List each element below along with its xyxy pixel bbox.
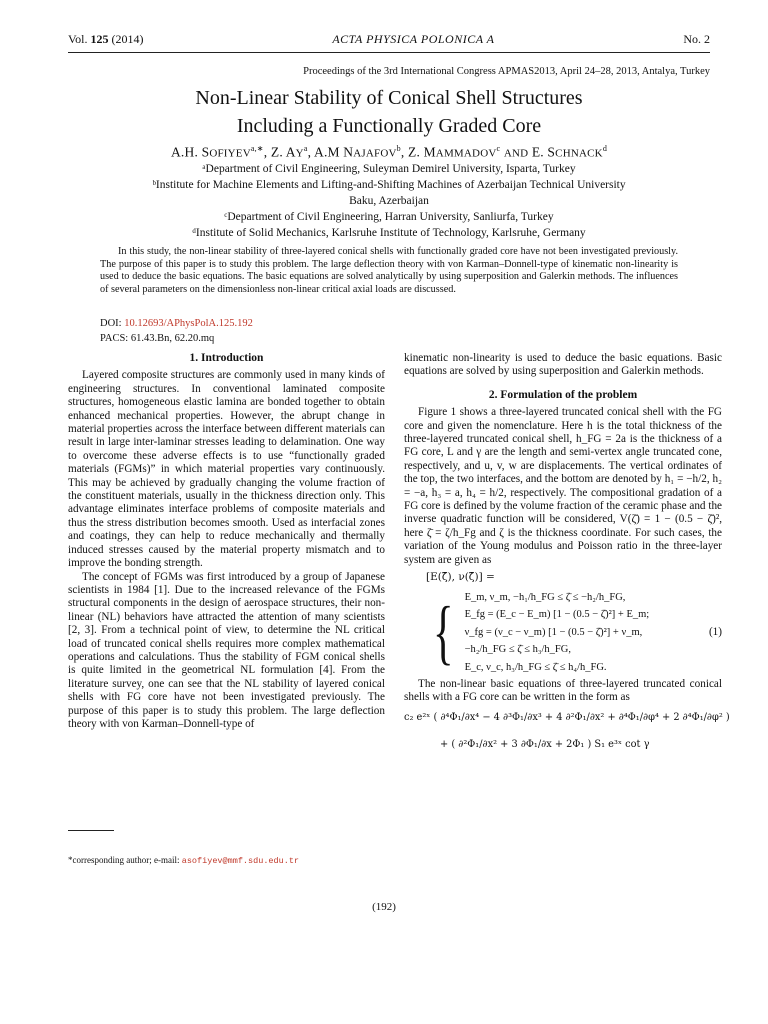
proceedings-line: Proceedings of the 3rd International Congress APMAS2013, April 24–28, 2013, Antalya, Turkey xyxy=(303,66,710,77)
affiliation-c: ᶜDepartment of Civil Engineering, Harran University, Sanliurfa, Turkey xyxy=(224,211,554,223)
equation-brace: { xyxy=(432,592,454,673)
affiliation-d: ᵈInstitute of Solid Mechanics, Karlsruhe Institute of Technology, Karlsruhe, Germany xyxy=(192,227,586,239)
paper-title xyxy=(68,84,710,140)
continued-paragraph: kinematic non-linearity is used to deduce the basic equations. Basic equations are solved by using superposition and Galerkin methods. xyxy=(404,352,722,378)
equation-number: (1) xyxy=(708,625,722,638)
author-list: A.H. $SOFIYEV^{a,∗}$, Z. $AY^a$, A.M NAJAFOV$^b$, Z. MAMMADOV$^c$ AND E. SCHNACK$^d$ xyxy=(170,144,608,160)
author-email[interactable]: asofiyev@mmf.sdu.edu.tr xyxy=(181,856,300,866)
section-2-title: 2. Formulation of the problem xyxy=(488,388,638,401)
equation-2-line-1: c₂ e²ˣ ( ∂⁴Φ₁/∂x⁴ − 4 ∂³Φ₁/∂x³ + 4 ∂²Φ₁/∂x² + ∂⁴Φ₁/∂φ⁴ + 2 ∂⁴Φ₁/∂φ² ) xyxy=(404,711,730,723)
journal-name: ACTA PHYSICA POLONICA A xyxy=(332,32,495,46)
formulation-paragraph-2: The non-linear basic equations of three-layered truncated conical shells with a FG core can be written in the form as xyxy=(404,678,722,704)
affiliation-b-city: Baku, Azerbaijan xyxy=(349,195,429,207)
issue-number: No. 2 xyxy=(683,32,710,46)
case-5: E_c, ν_c, h₃/h_FG ≤ ζ̄ ≤ h₄/h_FG. xyxy=(464,661,607,673)
pacs-line: PACS: 61.43.Bn, 62.20.mq xyxy=(100,333,215,344)
formulation-paragraph-1: Figure 1 shows a three-layered truncated conical shell with the FG core and given the nomenclature. Here h is the total thickness of the three-layered truncated conical shell, h_FG = 2a is the thickness of a FG core, L and γ are the length and semi-vertex angle truncated cone, respectively, and u, v, w are displacements. The vertical ordinates of the top, the two interfaces, and the bottom are denoted by h₁ = −h/2, h₂ = −a, h₃ = a, h₄ = h/2, respectively. The compositional gradation of a FG core is defined by the volume fraction of the ceramic phase and the inverse quadratic function will be considered, V(ζ̄) = 1 − (0.5 − ζ̄)², here ζ̄ = ζ/h_Fg and ζ is the thickness coordinate. For such cases, the variation of the Young modulus and Poisson ratio in the three-layer system are given as xyxy=(404,406,722,566)
equation-cases xyxy=(465,589,650,677)
affiliation-b: ᵇInstitute for Machine Elements and Lifting-and-Shifting Machines of Azerbaijan Technical University xyxy=(152,179,626,191)
case-4: −h₂/h_FG ≤ ζ̄ ≤ h₃/h_FG, xyxy=(464,644,571,655)
footnote: *corresponding author; e-mail: asofiyev@mmf.sdu.edu.tr xyxy=(68,855,300,866)
case-1: E_m, ν_m, −h₁/h_FG ≤ ζ̄ ≤ −h₂/h_FG, xyxy=(464,591,626,603)
doi-link[interactable]: 10.12693/APhysPolA.125.192 xyxy=(124,318,253,329)
abstract: In this study, the non-linear stability of three-layered conical shells with functionally graded core have not been investigated previously. The purpose of this paper is to study this problem. The large deflection theory with von Karman–Donnell-type of kinematic non-linearity is used to deduce the basic equations. The basic equations are solved analytically by using superposition and Galerkin methods. The influences of several parameters on the dimensionless non-linear critical axial loads are discussed. xyxy=(100,246,678,295)
section-1-title: 1. Introduction xyxy=(189,352,264,364)
affiliation-a: ᵃDepartment of Civil Engineering, Suleyman Demirel University, Isparta, Turkey xyxy=(202,163,576,175)
right-column xyxy=(404,352,730,752)
equation-2-line-2: + ( ∂²Φ₁/∂x² + 3 ∂Φ₁/∂x + 2Φ₁ ) S₁ e³ˣ cot γ xyxy=(440,739,650,751)
case-2: E_fg = (E_c − E_m) [1 − (0.5 − ζ̄)²] + E_m; xyxy=(464,609,650,620)
volume-info: Vol. 125 (2014) xyxy=(68,32,144,46)
footnote-rule xyxy=(68,830,114,831)
case-3: ν_fg = (ν_c − ν_m) [1 − (0.5 − ζ̄)²] + ν_m, xyxy=(464,626,643,638)
intro-paragraph-1: Layered composite structures are commonly used in many kinds of engineering structures. In conventional laminated composite structures, homogeneous elastic lamina are bonded together to obtain enhanced mechanical properties. However, the abrupt change in material properties across the interface between different materials can result in large inter-laminar stresses leading to delamination. One way to overcome these adverse effects is to use “functionally graded materials (FGMs)” in which material properties vary continuously. This may be achieved by gradually changing the volume fraction of the constituent materials, usually in the thickness direction only. This advantage eliminates interface problems of composite materials and thus the stress distribution becomes smooth. Used as interfacial zones and coatings, they can help to reduce mechanically and thermally induced stresses caused by the material property mismatch and to improve the bonding strength. xyxy=(68,369,385,570)
title-line-1: Non-Linear Stability of Conical Shell Structures xyxy=(195,87,583,109)
title-line-2: Including a Functionally Graded Core xyxy=(236,115,542,137)
doi-line: DOI: 10.12693/APhysPolA.125.192 xyxy=(100,318,253,329)
equation-lhs: [E(ζ̄), ν(ζ̄)] = xyxy=(426,571,495,584)
running-header xyxy=(68,32,710,50)
header-rule xyxy=(68,52,710,53)
intro-paragraph-2: The concept of FGMs was first introduced by a group of Japanese scientists in 1984 [1]. Due to the increased relevance of the FGMs structural components in the design of aerospace structures, their non-linear (NL) behaviors have attracted the attention of many scientists [2, 3]. From a technical point of view, to determine the NL critical load of truncated conical shells requires more complex mathematical operations and calculations. Thus the stability of FGM conical shells is quite limited in the geometrical NL formulation [4]. From the literature survey, one can see that the NL stability of layered conical shells with FG core have not been investigated previously. The purpose of this paper is to study this problem. The large deflection theory with von Karman–Donnell-type of xyxy=(68,570,385,730)
equation-1 xyxy=(426,589,722,677)
left-column xyxy=(68,352,385,731)
page-number: (192) xyxy=(372,901,396,913)
